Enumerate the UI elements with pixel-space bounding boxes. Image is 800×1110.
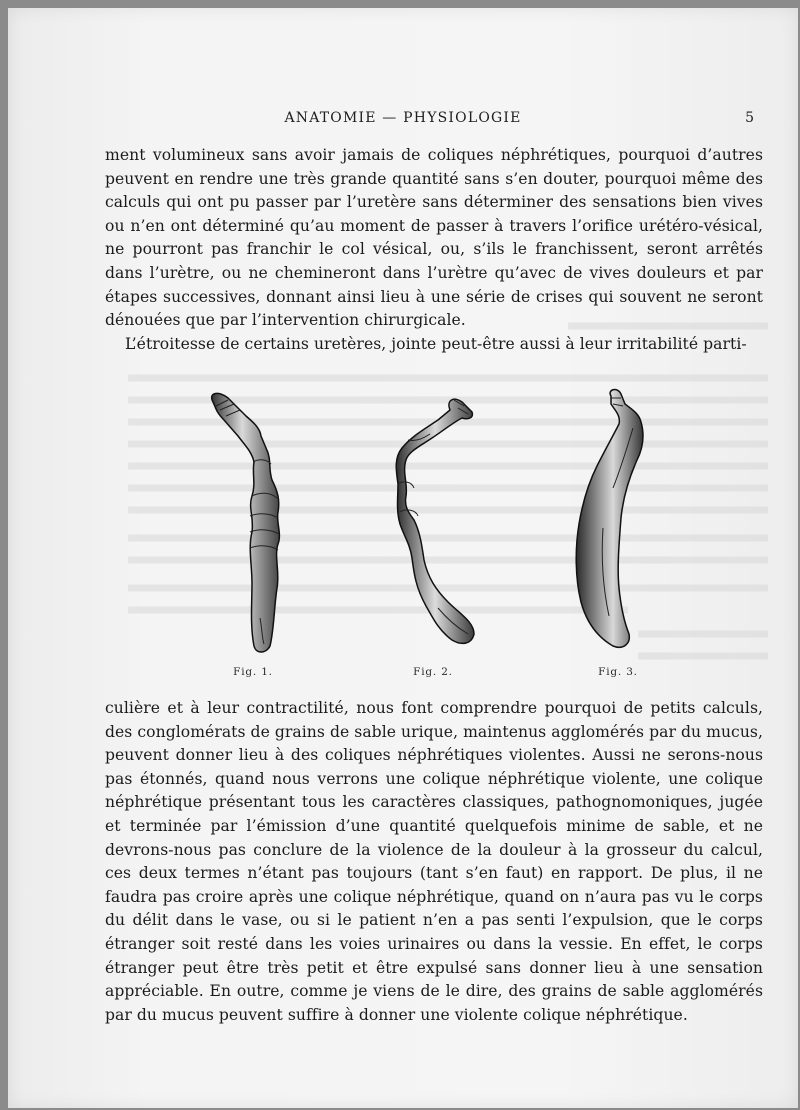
lower-text-block: [105, 697, 763, 1027]
figure-2-caption: Fig. 2.: [413, 666, 453, 678]
paragraph-petits-calculs: culière et à leur contractilité, nous font comprendre pourquoi de petits calculs, des conglomérats de grains de sable urique, maintenus agglomérés par du mucus, peuvent donner lieu à des coliques néphrétiques violentes. Aussi ne serons-nous pas étonnés, quand nous verrons une colique néphrétique violente, une colique néphrétique présentant tous les caractères classiques, pathognomoniques, jugée et terminée par l’émission d’une quantité quelquefois minime de sable, et ne devrons-nous pas conclure de la violence de la douleur à la grosseur du calcul, ces deux termes n’étant pas toujours (tant s’en faut) en rapport. De plus, il ne faudra pas croire après une colique néphrétique, quand on n’aura pas vu le corps du délit dans le vase, ou si le patient n’en a pas senti l’expulsion, que le corps étranger soit resté dans les voies urinaires ou dans la vessie. En effet, le corps étranger peut être très petit et être expulsé sans donner lieu à une sensation appréciable. En outre, comme je viens de le dire, des grains de sable agglomérés par du mucus peuvent suffire à donner une violente colique néphrétique.: [105, 699, 763, 1024]
figure-3: [563, 388, 673, 683]
page-number: 5: [745, 110, 754, 126]
figure-2: [378, 388, 488, 683]
figure-1-caption: Fig. 1.: [233, 666, 273, 678]
ureter-illustration-fig1: [198, 388, 308, 663]
upper-text-block: [105, 144, 763, 356]
scanned-page: [8, 8, 798, 1108]
ureter-illustration-fig3: [563, 388, 673, 663]
running-head-title: ANATOMIE — PHYSIOLOGIE: [284, 110, 522, 126]
figure-3-caption: Fig. 3.: [598, 666, 638, 678]
running-head: [8, 110, 798, 134]
figure-1: [198, 388, 308, 683]
ureter-illustration-fig2: [378, 388, 488, 663]
paragraph-continuation: ment volumineux sans avoir jamais de coliques néphrétiques, pourquoi d’autres peuvent en rendre une très grande quantité sans s’en douter, pourquoi même des calculs qui ont pu passer par l’uretère sans déterminer des sensations bien vives ou n’en ont déterminé qu’au moment de passer à travers l’orifice urétéro-vésical, ne pourront pas franchir le col vésical, ou, s’ils le franchissent, seront arrêtés dans l’urètre, ou ne chemineront dans l’urètre qu’avec de vives douleurs et par étapes successives, donnant ainsi lieu à une série de crises qui souvent ne seront dénouées que par l’intervention chirurgicale.: [105, 146, 763, 330]
paragraph-ureteres: L’étroitesse de certains uretères, jointe peut-être aussi à leur irritabilité parti-: [125, 334, 747, 353]
